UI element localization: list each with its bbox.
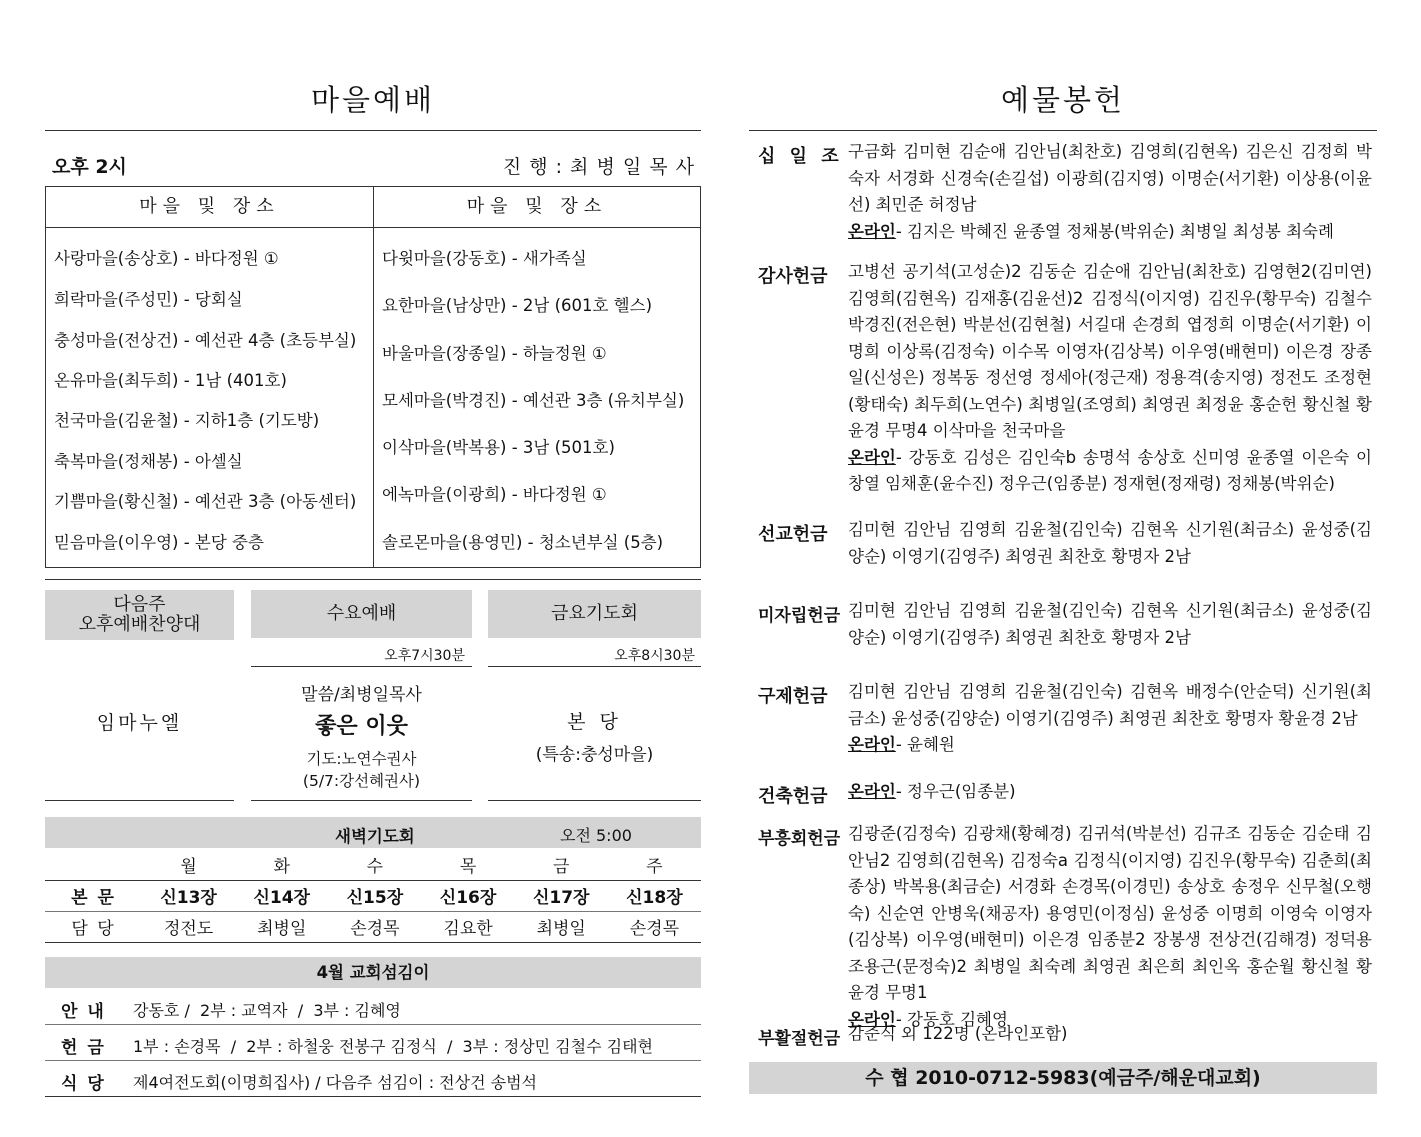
friday-special: (특송:충성마을) <box>535 745 654 765</box>
account-bar <box>749 1062 1377 1094</box>
list-item: 솔로몬마을(용영민) - 청소년부실 (5층) <box>382 533 664 552</box>
day: 화 <box>273 857 290 878</box>
right-title: 예물봉헌 <box>1000 83 1126 117</box>
duty: 손경목 <box>629 919 680 939</box>
row-label: 헌 금 <box>61 1038 106 1058</box>
list-item: 온유마을(최두희) - 1남 (401호) <box>54 371 287 390</box>
offering-names: 감준식 외 122명 (온라인포함) <box>848 1024 1068 1043</box>
table-header: 마을 및 장소 <box>374 187 700 228</box>
list-item: 믿음마을(이우영) - 본당 중층 <box>54 533 264 552</box>
choir-name: 임마누엘 <box>96 712 183 734</box>
village-table <box>45 186 701 568</box>
scripture: 신14장 <box>253 888 310 908</box>
account-number: 수 협 2010-0712-5983(예금주/해운대교회) <box>865 1067 1261 1089</box>
list-item: 천국마을(김윤철) - 지하1층 (기도방) <box>54 411 320 430</box>
service-row <box>45 1061 701 1097</box>
village-leader: 진 행 : 최 병 일 목 사 <box>502 156 695 178</box>
divider <box>373 187 374 567</box>
list-item: 이삭마을(박복용) - 3남 (501호) <box>382 438 615 457</box>
offering-label: 부흥회헌금 <box>758 829 841 849</box>
online-label: 온라인 <box>848 221 896 241</box>
friday-time: 오후8시30분 <box>614 648 695 664</box>
divider <box>45 579 701 580</box>
service-title: 4월 교회섬김이 <box>316 963 430 982</box>
day: 목 <box>459 857 477 878</box>
divider <box>749 130 1377 131</box>
sermon-title: 좋은 이웃 <box>315 713 408 739</box>
list-item: 다윗마을(강동호) - 새가족실 <box>382 249 587 268</box>
dawn-time: 오전 5:00 <box>560 826 632 845</box>
offering-names: 구금화 김미현 김순애 김안님(최찬호) 김영희(김현옥) 김은신 김정희 박숙자 서경화 신경숙(손길섭) 이광희(김지영) 이명순(서기환) 이상용(이윤선) 최민준 허정남 온라인- 김지은 박혜진 윤종열 정채봉(박위순) 최병일 최성봉 최숙례 <box>848 142 1372 241</box>
dawn-table <box>45 850 701 943</box>
row-label: 본 문 <box>71 888 116 908</box>
village-time: 오후 2시 <box>52 156 127 178</box>
list-item: 모세마을(박경진) - 예선관 3층 (유치부실) <box>382 391 685 410</box>
choir-label-line2: 오후예배찬양대 <box>78 614 201 635</box>
row-text: 1부 : 손경목 / 2부 : 하철웅 전봉구 김정식 / 3부 : 정상민 김철수 김태현 <box>133 1037 653 1056</box>
day: 월 <box>180 857 197 878</box>
choir-label <box>45 590 234 640</box>
online-label: 온라인 <box>848 782 896 801</box>
row-text: 제4여전도회(이명희집사) / 다음주 섬김이 : 전상건 송범석 <box>133 1073 537 1092</box>
offering-label: 십 일 조 <box>758 146 843 167</box>
table-header: 마을 및 장소 <box>46 187 373 228</box>
offering-label: 선교헌금 <box>758 524 828 545</box>
list-item: 바울마을(장종일) - 하늘정원 ① <box>382 344 607 363</box>
list-item: 요한마을(남상만) - 2남 (601호 헬스) <box>382 296 653 315</box>
offering-label: 미자립헌금 <box>758 606 841 626</box>
row-text: 강동호 / 2부 : 교역자 / 3부 : 김혜영 <box>133 1001 401 1020</box>
offering-names: 김미현 김안님 김영희 김윤철(김인숙) 김현옥 신기원(최금소) 윤성중(김양순) 이영기(김영주) 최영권 최찬호 황명자 2남 <box>848 520 1372 566</box>
online-names: - 김지은 박혜진 윤종열 정채봉(박위순) 최병일 최성봉 최숙례 <box>895 221 1334 241</box>
row-label: 담 당 <box>71 919 116 939</box>
service-header <box>45 957 701 988</box>
offering-label: 구제헌금 <box>758 686 828 707</box>
duty: 손경목 <box>350 919 400 939</box>
day: 수 <box>366 857 384 878</box>
wednesday-speaker: 말씀/최병일목사 <box>301 685 422 705</box>
scripture: 신17장 <box>532 888 590 908</box>
offering-label: 부활절헌금 <box>758 1029 841 1049</box>
divider <box>45 130 701 131</box>
divider <box>251 800 472 801</box>
duty: 최병일 <box>257 919 307 939</box>
offering-names: 김미현 김안님 김영희 김윤철(김인숙) 김현옥 신기원(최금소) 윤성중(김양순) 이영기(김영주) 최영권 최찬호 황명자 2남 <box>848 601 1372 647</box>
row-label: 안 내 <box>61 1002 106 1022</box>
list-item: 충성마을(전상건) - 예선관 4층 (초등부실) <box>54 331 357 350</box>
online-label: 온라인 <box>848 447 896 467</box>
online-names: - 윤혜원 <box>895 735 955 754</box>
online-label: 온라인 <box>848 1009 896 1029</box>
service-row <box>45 1025 701 1061</box>
wednesday-time: 오후7시30분 <box>384 648 465 664</box>
choir-label-line1: 다음주 <box>113 594 166 615</box>
duty: 김요한 <box>443 919 493 939</box>
offering-label: 건축헌금 <box>758 786 828 807</box>
divider <box>488 666 701 667</box>
divider <box>45 800 234 801</box>
scripture: 신15장 <box>346 888 404 908</box>
wednesday-label: 수요예배 <box>251 590 472 638</box>
offering-names: 김광준(김정숙) 김광채(황혜경) 김귀석(박분선) 김규조 김동순 김순태 김안님2 김영희(김현옥) 김정숙a 김정식(이지영) 김진우(황무숙) 김춘희(최종상) 박복용(최금순) 서경화 손경목(이경민) 송상호 송정우 신무철(오행숙) 신순연 안병욱(채공자) 용영민(이정심) 윤성중 이명희 이영숙 이영자(김상복) 이우영(배현미) 이은경 임종분2 장봉생 전상건(김해경) 정덕용 조용근(문정숙)2 최병일 최숙례 최영권 최은희 최인옥 홍순월 황신철 황윤경 무명1 온라인- 강동호 김혜영 <box>848 824 1372 1029</box>
row-label: 식 당 <box>61 1074 106 1094</box>
offering-names <box>848 779 1372 806</box>
list-item: 사랑마을(송상호) - 바다정원 ① <box>54 249 279 268</box>
scripture: 신18장 <box>626 888 683 908</box>
divider <box>251 666 472 667</box>
online-names: - 강동호 김성은 김인숙b 송명석 송상호 신미영 윤종열 이은숙 이창열 임채훈(윤수진) 정우근(임종분) 정재현(정재령) 정채봉(박위순) <box>848 447 1372 493</box>
divider <box>488 800 701 801</box>
day: 주 <box>646 857 663 878</box>
wednesday-prayer: 기도:노연수권사 <box>306 750 417 768</box>
service-row <box>45 990 701 1025</box>
scripture: 신13장 <box>160 888 217 908</box>
friday-label: 금요기도회 <box>488 590 701 638</box>
list-item: 희락마을(주성민) - 당회실 <box>54 290 243 309</box>
day: 금 <box>552 857 570 878</box>
scripture: 신16장 <box>439 888 497 908</box>
left-title: 마을예배 <box>310 83 436 117</box>
offering-names: 고병선 공기석(고성순)2 김동순 김순애 김안님(최찬호) 김영현2(김미연) 김영희(김현옥) 김재홍(김윤선)2 김정식(이지영) 김진우(황무숙) 김철수 박경진(전은현) 박분선(김현철) 서길대 손경희 엽정희 이명순(서기환) 이명희 이상록(김정숙) 이수목 이영자(김상복) 이우영(배현미) 이은경 장종일(신성은) 정복동 정선영 정세아(정근재) 정용격(송지영) 정전도 조정현(황태숙) 최두희(노연수) 최병일(조영희) 최영권 최정윤 홍순헌 황신철 황윤경 무명4 이삭마을 천국마을 온라인- 강동호 김성은 김인숙b 송명석 송상호 신미영 윤종열 이은숙 이창열 임채훈(윤수진) 정우근(임종분) 정재현(정재령) 정채봉(박위순) <box>848 262 1372 493</box>
duty: 정전도 <box>163 919 214 939</box>
online-label: 온라인 <box>848 735 896 754</box>
offering-label: 감사헌금 <box>758 266 828 287</box>
list-item: 기쁨마을(황신철) - 예선관 3층 (아동센터) <box>54 492 357 511</box>
online-names: - 정우근(임종분) <box>895 782 1016 801</box>
dawn-header <box>45 817 701 848</box>
offering-names: 김미현 김안님 김영희 김윤철(김인숙) 김현옥 배정수(안순덕) 신기원(최금소) 윤성중(김양순) 이영기(김영주) 최영권 최찬호 황명자 황윤경 2남 온라인- 윤혜원 <box>848 682 1372 754</box>
list-item: 에녹마을(이광희) - 바다정원 ① <box>382 485 607 504</box>
online-names: - 강동호 김혜영 <box>895 1009 1008 1029</box>
friday-place: 본 당 <box>567 711 622 733</box>
dawn-label: 새벽기도회 <box>335 827 415 846</box>
wednesday-prayer-next: (5/7:강선혜권사) <box>302 772 421 790</box>
list-item: 축복마을(정채봉) - 아셀실 <box>54 452 243 471</box>
duty: 최병일 <box>536 919 586 939</box>
